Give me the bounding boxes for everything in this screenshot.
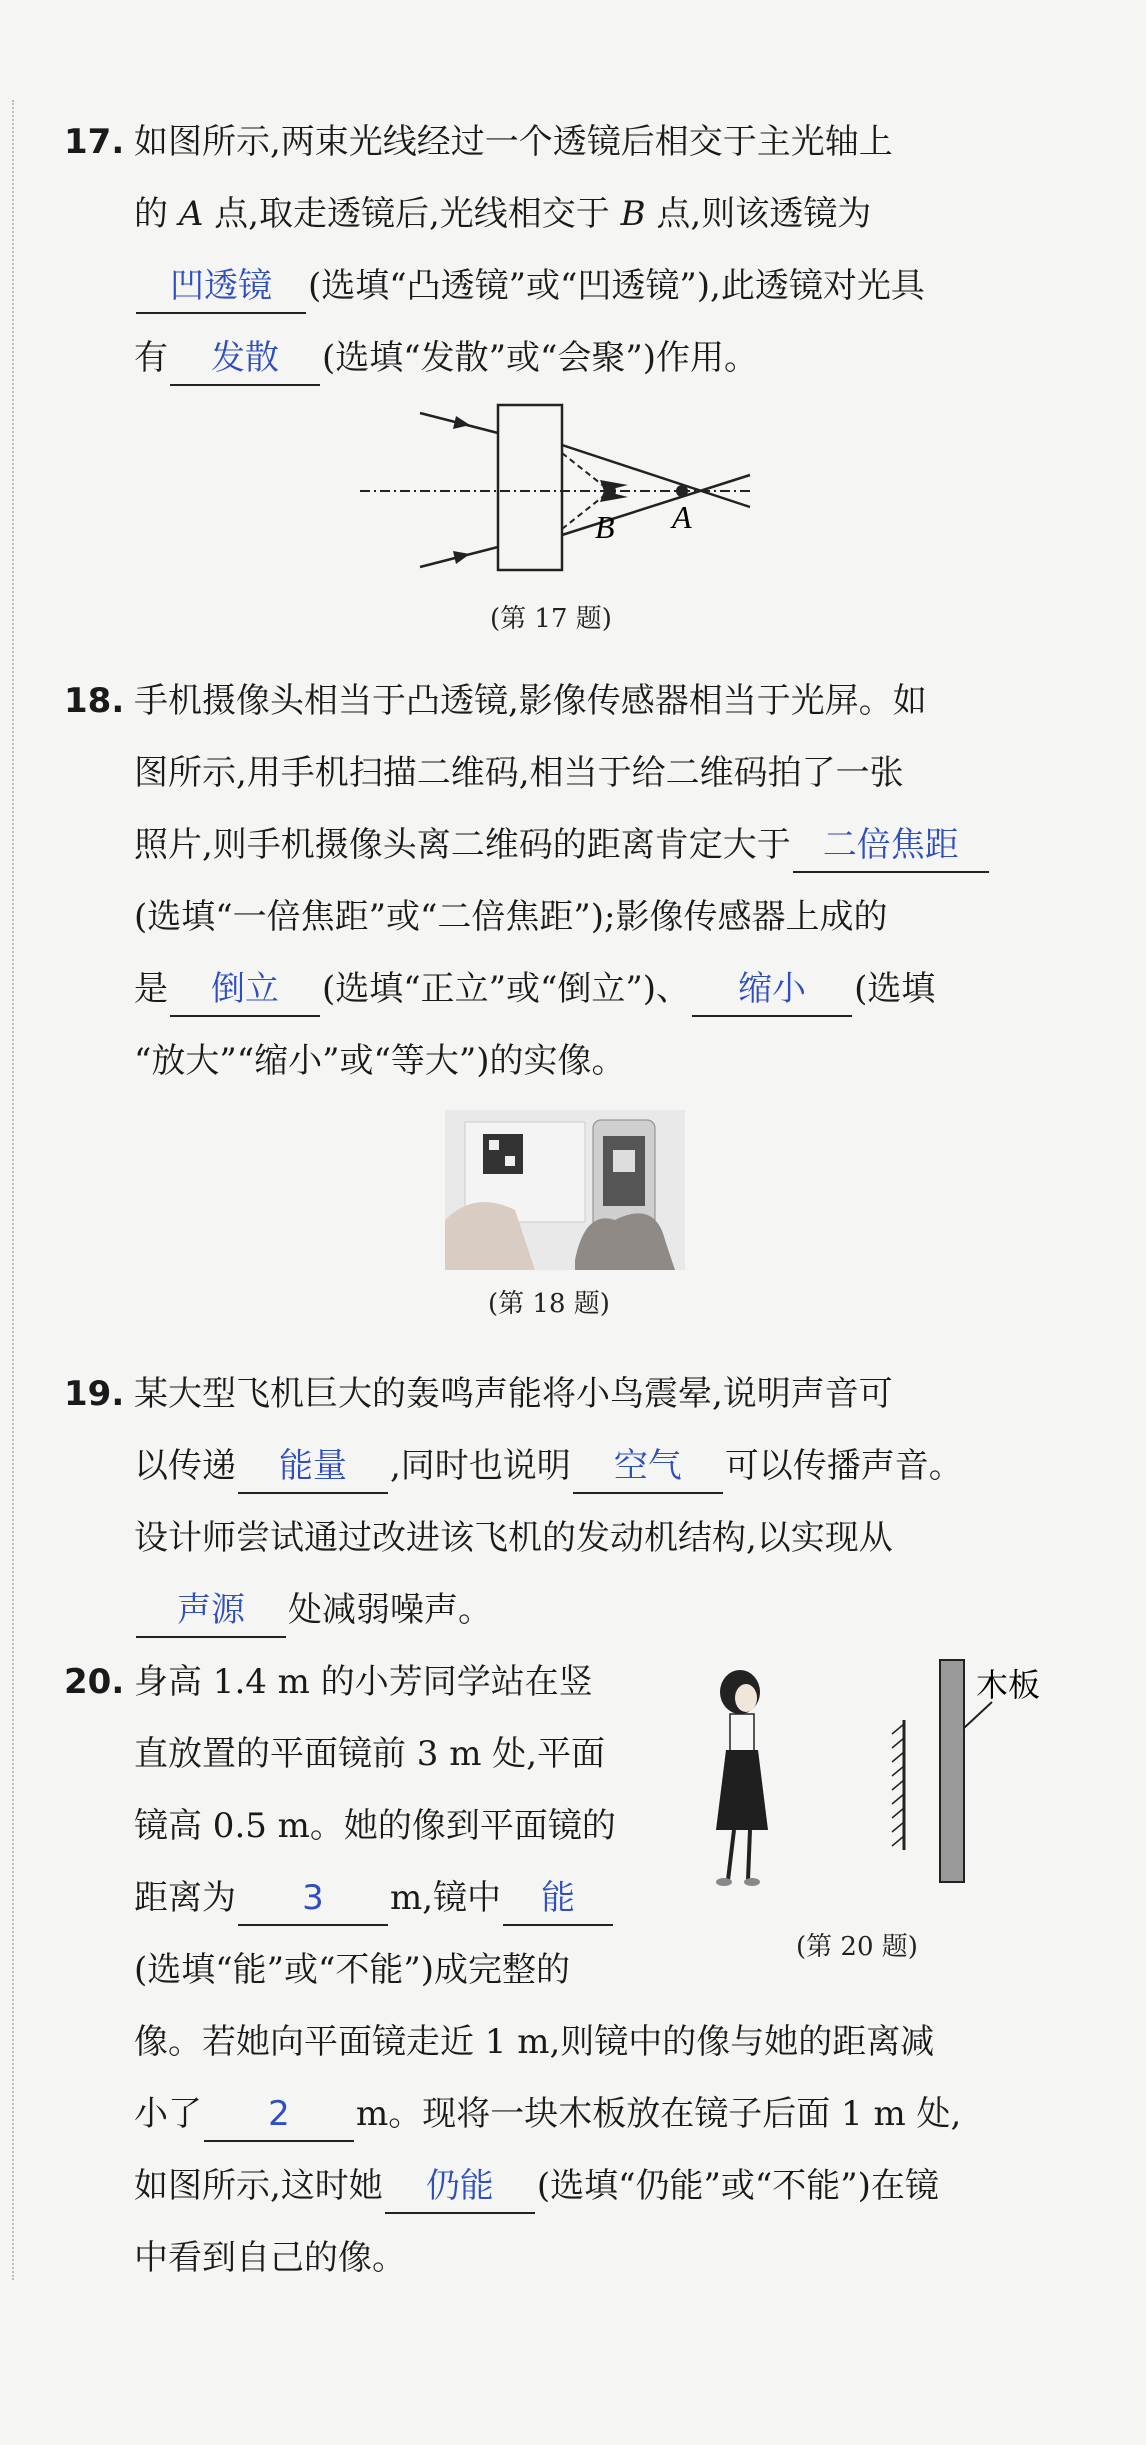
question-text: ,同时也说明: [390, 1446, 571, 1486]
answer-blank: 发散: [170, 332, 320, 386]
question-text: 镜高 0.5 m。她的像到平面镜的: [134, 1806, 616, 1846]
figure-caption: (第 20 题): [796, 1932, 918, 1962]
question-text: 的: [134, 194, 179, 234]
question-text: 像。若她向平面镜走近 1 m,则镜中的像与她的距离减: [134, 2022, 935, 2062]
question-number: 17.: [64, 122, 125, 162]
answer-blank: 能量: [238, 1440, 388, 1494]
point-label: B: [620, 194, 646, 234]
question-number: 19.: [64, 1374, 125, 1414]
question-text: 小了: [134, 2094, 202, 2134]
margin-divider: [12, 100, 14, 2280]
question-text: (选填“凸透镜”或“凹透镜”),此透镜对光具: [308, 266, 925, 306]
question-text: 某大型飞机巨大的轰鸣声能将小鸟震晕,说明声音可: [134, 1374, 893, 1414]
question-text: 手机摄像头相当于凸透镜,影像传感器相当于光屏。如: [134, 681, 927, 721]
question-text: 设计师尝试通过改进该飞机的发动机结构,以实现从: [134, 1518, 893, 1558]
answer-blank: 凹透镜: [136, 260, 306, 314]
answer-blank: 二倍焦距: [793, 819, 989, 873]
question-text: (选填“发散”或“会聚”)作用。: [322, 338, 759, 378]
question-18: [64, 665, 1064, 1097]
question-19: [64, 1358, 1064, 1646]
question-text: (选填“一倍焦距”或“二倍焦距”);影像传感器上成的: [134, 897, 888, 937]
question-text: 如图所示,这时她: [134, 2166, 383, 2206]
answer-blank: 仍能: [385, 2160, 535, 2214]
question-text: 以传递: [134, 1446, 236, 1486]
question-text: 点,则该透镜为: [645, 194, 872, 234]
board-label: 木板: [976, 1666, 1041, 1704]
question-text: 图所示,用手机扫描二维码,相当于给二维码拍了一张: [134, 753, 904, 793]
question-text: 直放置的平面镜前 3 m 处,平面: [134, 1734, 606, 1774]
question-text: (选填“能”或“不能”)成完整的: [134, 1950, 571, 1990]
mirror-board-diagram: [700, 1650, 1080, 1910]
question-text: (选填“正立”或“倒立”)、: [322, 969, 691, 1009]
label-a: A: [672, 499, 692, 535]
question-text: 中看到自己的像。: [134, 2238, 406, 2278]
label-b: B: [595, 509, 615, 545]
lens: [498, 405, 562, 570]
question-number: 18.: [64, 681, 125, 721]
mirror-hatching: [892, 1724, 904, 1846]
question-text: 是: [134, 969, 168, 1009]
wooden-board: [940, 1660, 964, 1882]
question-text: 可以传播声音。: [724, 1446, 963, 1486]
point-a-dot: [676, 485, 688, 497]
question-text: 有: [134, 338, 168, 378]
question-text: 照片,则手机摄像头离二维码的距离肯定大于: [134, 825, 791, 865]
question-number: 20.: [64, 1662, 125, 1702]
answer-blank: 能: [503, 1872, 613, 1926]
lens-diagram: [360, 395, 760, 585]
phone-scanning-photo: [445, 1110, 685, 1270]
question-text: m,镜中: [390, 1878, 502, 1918]
point-b-dot: [604, 485, 616, 497]
point-label: A: [178, 194, 204, 234]
figure-caption: (第 17 题): [490, 604, 612, 634]
question-text: (选填“仍能”或“不能”)在镜: [536, 2166, 939, 2206]
question-text: 处减弱噪声。: [288, 1590, 492, 1630]
question-text: 距离为: [134, 1878, 236, 1918]
question-17: [64, 106, 1064, 394]
answer-blank: 3: [238, 1872, 388, 1926]
answer-blank: 空气: [573, 1440, 723, 1494]
question-text: 身高 1.4 m 的小芳同学站在竖: [134, 1662, 593, 1702]
question-text: (选填: [854, 969, 936, 1009]
girl-figure: [716, 1670, 768, 1886]
question-text: 点,取走透镜后,光线相交于: [203, 194, 621, 234]
question-text: 如图所示,两束光线经过一个透镜后相交于主光轴上: [134, 122, 893, 162]
question-text: “放大”“缩小”或“等大”)的实像。: [134, 1041, 626, 1081]
answer-blank: 声源: [136, 1584, 286, 1638]
figure-caption: (第 18 题): [488, 1289, 610, 1319]
answer-blank: 缩小: [692, 963, 852, 1017]
answer-blank: 2: [204, 2088, 354, 2142]
question-text: m。现将一块木板放在镜子后面 1 m 处,: [356, 2094, 962, 2134]
answer-blank: 倒立: [170, 963, 320, 1017]
